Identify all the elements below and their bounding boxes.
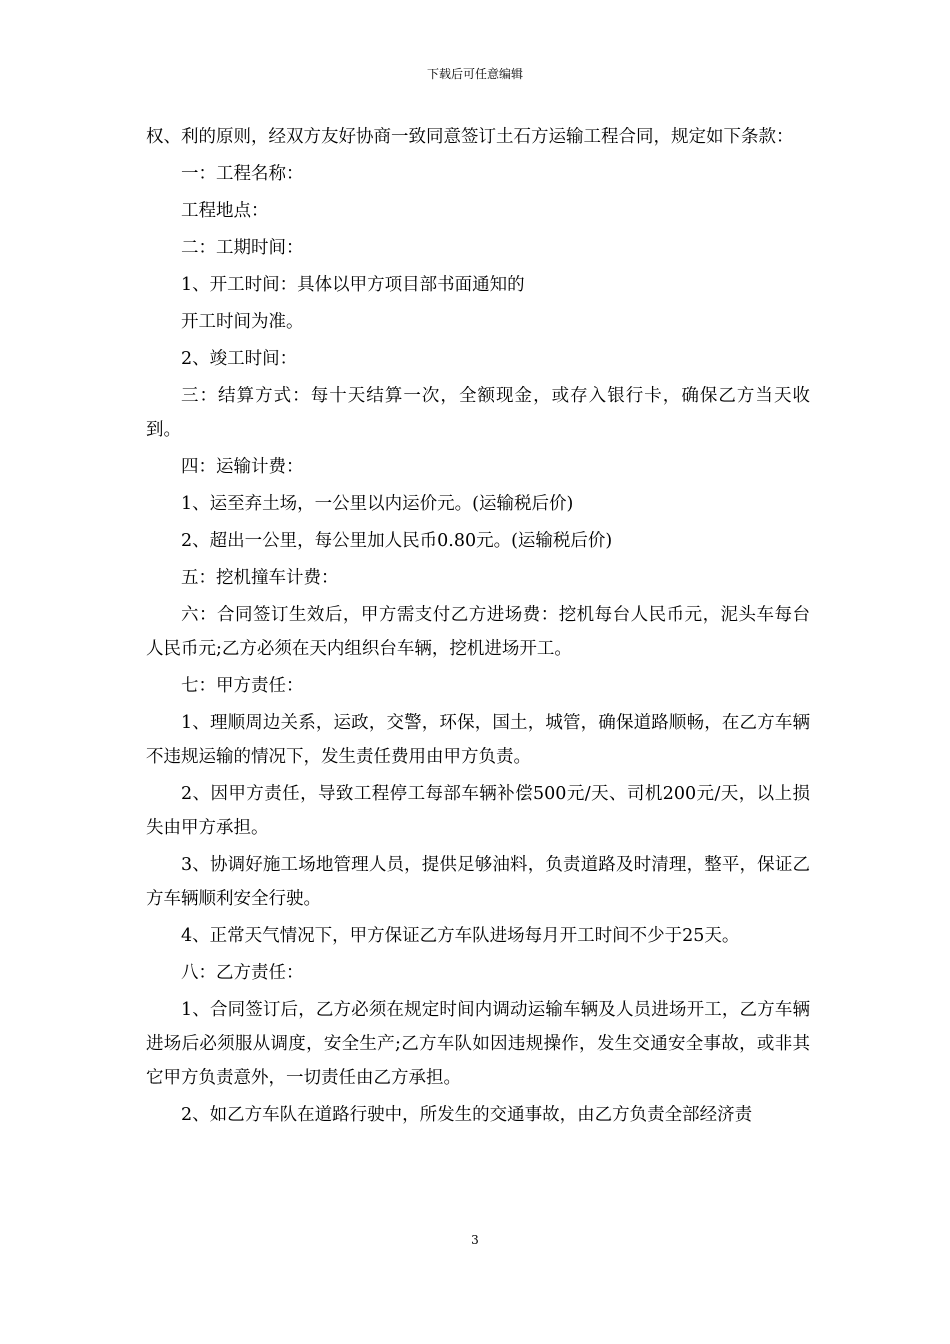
paragraph: 七：甲方责任：	[181, 676, 304, 696]
paragraph: 1、理顺周边关系，运政，交警，环保，国土，城管，确保道路顺畅，在乙方车辆不违规运输的情况下，发生责任费用由甲方负责。	[146, 713, 810, 767]
paragraph: 六：合同签订生效后，甲方需支付乙方进场费：挖机每台人民币元，泥头车每台人民币元;乙方必须在天内组织台车辆，挖机进场开工。	[146, 605, 810, 659]
paragraph: 权、利的原则，经双方友好协商一致同意签订土石方运输工程合同，规定如下条款：	[146, 127, 794, 147]
paragraph: 2、如乙方车队在道路行驶中，所发生的交通事故，由乙方负责全部经济责	[181, 1105, 753, 1125]
paragraph: 4、正常天气情况下，甲方保证乙方车队进场每月开工时间不少于25天。	[181, 926, 740, 946]
paragraph: 2、竣工时间：	[181, 349, 298, 369]
page-header: 下载后可任意编辑	[426, 67, 523, 81]
paragraph: 三：结算方式：每十天结算一次，全额现金，或存入银行卡，确保乙方当天收到。	[146, 386, 810, 440]
page-number: 3	[471, 1233, 479, 1247]
paragraph: 五：挖机撞车计费：	[181, 568, 339, 588]
document-body	[146, 120, 810, 1135]
paragraph: 1、开工时间：具体以甲方项目部书面通知的	[181, 275, 525, 295]
paragraph: 1、合同签订后，乙方必须在规定时间内调动运输车辆及人员进场开工，乙方车辆进场后必须服从调度，安全生产;乙方车队如因违规操作，发生交通安全事故，或非其它甲方负责意外，一切责任由乙方承担。	[146, 1000, 810, 1088]
paragraph: 四：运输计费：	[181, 457, 304, 477]
paragraph: 开工时间为准。	[181, 312, 304, 332]
paragraph: 八：乙方责任：	[181, 963, 304, 983]
paragraph: 一：工程名称：	[181, 164, 304, 184]
paragraph: 2、因甲方责任，导致工程停工每部车辆补偿500元/天、司机200元/天，以上损失由甲方承担。	[146, 784, 810, 838]
paragraph: 工程地点：	[181, 201, 269, 221]
paragraph: 2、超出一公里，每公里加人民币0.80元。(运输税后价)	[181, 531, 613, 551]
paragraph: 3、协调好施工场地管理人员，提供足够油料，负责道路及时清理，整平，保证乙方车辆顺利安全行驶。	[146, 855, 810, 909]
paragraph: 1、运至弃土场，一公里以内运价元。(运输税后价)	[181, 494, 574, 514]
paragraph: 二：工期时间：	[181, 238, 304, 258]
